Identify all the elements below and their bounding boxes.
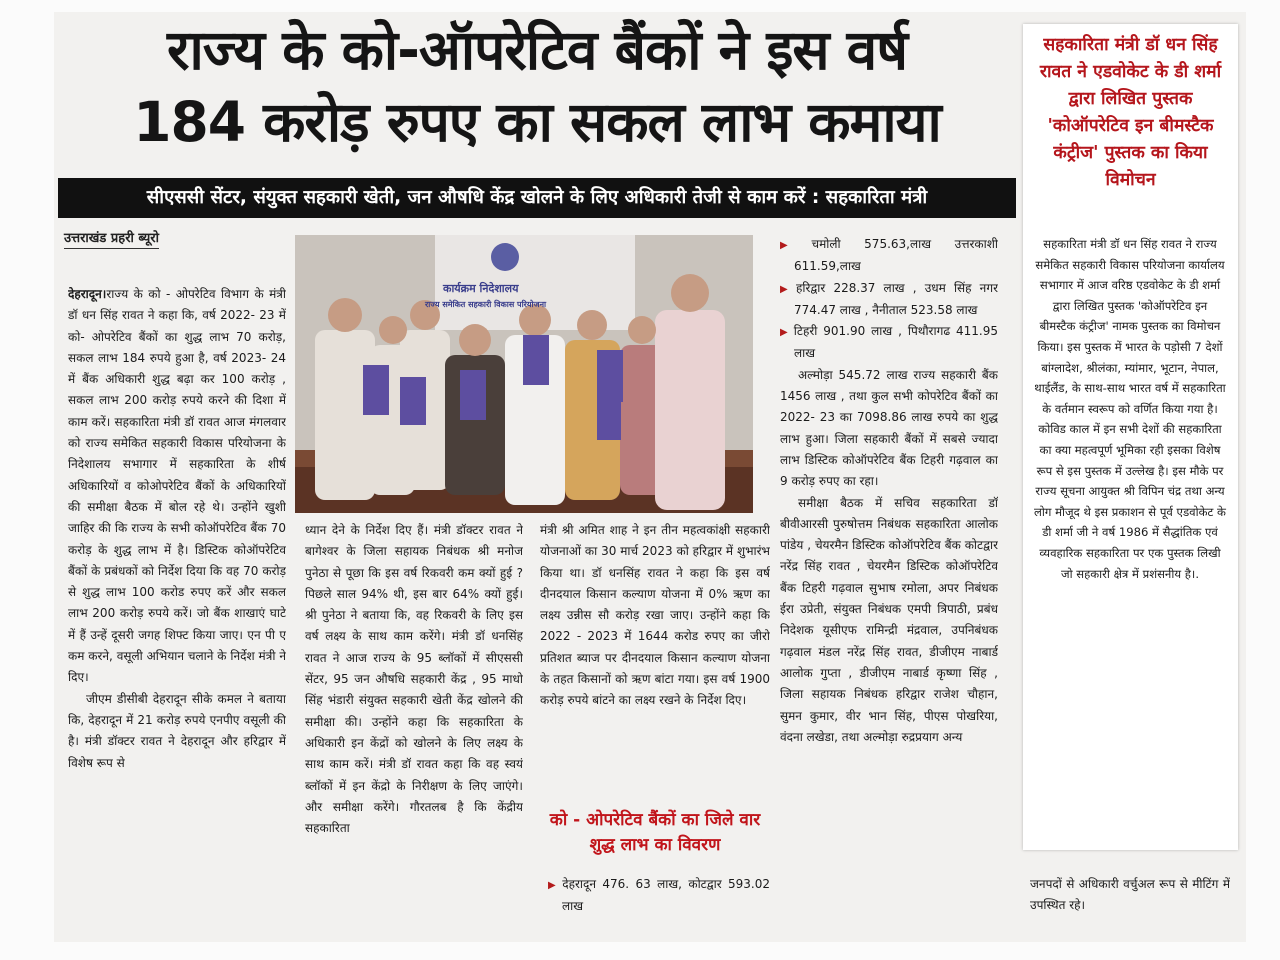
district-bullet: [780, 321, 998, 365]
column-2-text: ध्यान देने के निर्देश दिए हैं। मंत्री डॉक्टर रावत ने बागेश्वर के जिला सहायक निबंधक श्री मनोज पुनेठा से पूछा कि इस वर्ष रिकवरी कम क्यों हुई ? पिछले साल 94% थी, इस बार 64% क्यों हुई। श्री पुनेठा ने बताया कि, वह रिकवरी के लिए इस वर्ष लक्ष्य के साथ काम करेंगे। मंत्री डॉ धनसिंह रावत ने आज राज्य के 95 ब्लॉकों में सीएससी सेंटर, 95 जन औषधि सहकारी केंद्र , 95 माधो सिंह भंडारी संयुक्त सहकारी खेती केंद्र खोलने की समीक्षा की। उन्होंने कहा कि सहकारिता के अधिकारी इन केंद्रों को खोलने के लिए लक्ष्य के साथ काम करें। मंत्री डॉ रावत कहा कि वह स्वयं ब्लॉकों में इन केंद्रो के निरीक्षण के लिए जाएंगे। और समीक्षा करेंगे। गौरतलब है कि केंद्रीय सहकारिता: [305, 523, 523, 836]
district-bullet: [780, 278, 998, 322]
column-4-text: अल्मोड़ा 545.72 लाख राज्य सहकारी बैंक 1456 लाख , तथा कुल सभी कोपरेटिव बैंकों का 2022- 23 का 7098.86 लाख रुपये का शुद्ध लाभ हुआ। जिला सहकारी बैंकों में सबसे ज्यादा लाभ डिस्टिक कोऑपरेटिव बैंक टिहरी गढ़वाल का 9 करोड़ रुपए का रहा।: [780, 367, 998, 489]
book-release-title: सहकारिता मंत्री डॉ धन सिंह रावत ने एडवोकेट के डी शर्मा द्वारा लिखित पुस्तक 'कोऑपरेटिव इन बीमस्टैक कंट्रीज' पुस्तक का किया विमोचन: [1039, 35, 1222, 190]
column-5-text: जनपदों से अधिकारी वर्चुअल रूप से मीटिंग में उपस्थित रहे।: [1030, 877, 1230, 913]
triangle-bullet-icon: ▶: [780, 283, 793, 295]
article-column-5: [1030, 874, 1230, 924]
triangle-bullet-icon: ▶: [780, 240, 808, 251]
district-bullet: [548, 874, 770, 918]
district-bullet-text: हरिद्वार 228.37 लाख , उधम सिंह नगर 774.47 लाख , नैनीताल 523.58 लाख: [794, 280, 998, 317]
article-column-4: [780, 234, 998, 924]
article-column-2: [305, 520, 523, 910]
byline: उत्तराखंड प्रहरी ब्यूरो: [64, 228, 159, 249]
subheadline-bar: सीएससी सेंटर, संयुक्त सहकारी खेती, जन औषधि केंद्र खोलने के लिए अधिकारी तेजी से काम करें : सहकारिता मंत्री: [58, 178, 1016, 218]
triangle-bullet-icon: ▶: [548, 880, 559, 891]
headline-line-1: राज्य के को-ऑपरेटिव बैंकों ने इस वर्ष: [166, 18, 908, 82]
column-1-text: राज्य के को - ओपरेटिव विभाग के मंत्री डॉ धन सिंह रावत ने कहा कि, वर्ष 2022- 23 में को- ओपरेटिव बैंकों का शुद्ध लाभ 70 करोड़, सकल लाभ 184 रुपये हुआ है, वर्ष 2023- 24 में बैंक अधिकारी शुद्ध बढ़ा कर 100 करोड़ , सकल लाभ 200 करोड़ रुपये करने की दिशा में काम करें। सहकारिता मंत्री डॉ रावत आज मंगलवार को राज्य समेकित सहकारी विकास परियोजना के निदेशालय सभागार में सहकारिता के शीर्ष अधिकारियों व कोओपरेटिव बैंकों के अधिकारियों की समीक्षा बैठक में बोल रहे थे। उन्होंने खुशी जाहिर की कि राज्य के सभी कोऑपरेटिव बैंक 70 करोड़ के शुद्ध लाभ में है। डिस्टिक कोऑपरेटिव बैंकों के प्रबंधकों को निर्देश दिया कि वह 70 करोड़ से शुद्ध लाभ 100 करोड रुपए करें और सकल लाभ 200 करोड़ रुपये करें। जो बैंक शाखाएं घाटे में हैं उन्हें दूसरी जगह शिफ्ट किया जाए। एन पी ए कम करने, वसूली अभियान चलाने के निर्देश मंत्री ने दिए।: [68, 287, 286, 685]
photo-banner-text: कार्यक्रम निदेशालय: [443, 282, 519, 295]
photo-illustration: [295, 235, 753, 513]
column-1-text-2: जीएम डीसीबी देहरादून सीके कमल ने बताया कि, देहरादून में 21 करोड़ रुपये एनपीए वसूली की है। मंत्री डॉक्टर रावत ने देहरादून और हरिद्वार में विशेष रूप से: [68, 691, 286, 770]
article-column-3-list: [548, 874, 770, 920]
district-bullet-text: टिहरी 901.90 लाख , पिथौरागढ 411.95 लाख: [793, 324, 998, 361]
triangle-bullet-icon: ▶: [780, 327, 790, 339]
news-photo: [295, 235, 753, 513]
column-1-paragraph: [68, 284, 286, 689]
article-column-1: [68, 284, 286, 904]
article-column-3: [540, 520, 770, 805]
headline-line-2: 184 करोड़ रुपए का सकल लाभ कमाया: [133, 90, 941, 154]
column-4-text-2: समीक्षा बैठक में सचिव सहकारिता डॉ बीवीआरसी पुरुषोत्तम निबंधक सहकारिता आलोक पांडेय , चेयरमैन डिस्टिक कोऑपरेटिव बैंक कोटद्वार नरेंद्र सिंह रावत , चेयरमैन डिस्टिक कोऑपरेटिव बैंक टिहरी गढ़वाल सुभाष रमोला, अपर निबंधक ईरा उप्रेती, संयुक्त निबंधक एमपी त्रिपाठी, प्रबंध निदेशक यूसीएफ रामिन्द्री मंद्रवाल, उपनिबंधक गढ़वाल मंडल नरेंद्र सिंह रावत, डीजीएम नाबार्ड आलोक गुप्ता , डीजीएम नाबार्ड कृष्णा सिंह , जिला सहायक निबंधक हरिद्वार राजेश चौहान, सुमन कुमार, वीर भान सिंह, पीएस पोखरिया, वंदना लखेडा, तथा अल्मोड़ा रुद्रप्रयाग अन्य: [780, 495, 998, 744]
book-release-text: सहकारिता मंत्री डॉ धन सिंह रावत ने राज्य समेकित सहकारी विकास परियोजना कार्यालय सभागार में आज वरिष्ठ एडवोकेट के डी शर्मा द्वारा लिखित पुस्तक 'कोऑपरेटिव इन बीमस्टैक कंट्रीज' नामक पुस्तक का विमोचन किया। इस पुस्तक में भारत के पड़ोसी 7 देशों बांग्लादेश, श्रीलंका, म्यांमार, भूटान, नेपाल, थाईलैंड, के साथ-साथ भारत वर्ष में सहकारिता के वर्तमान स्वरूप को वर्णित किया गया है। कोविड काल में इन सभी देशों की सहकारिता का क्या महत्वपूर्ण भूमिका रही इसका विशेष रूप से इस पुस्तक में उल्लेख है। इस मौके पर राज्य सूचना आयुक्त श्री विपिन चंद्र तथा अन्य लोग मौजूद थे इस प्रकाशन से पूर्व एडवोकेट के डी शर्मा जी ने वर्ष 1986 में सैद्धांतिक एवं व्यवहारिक सहकारिता पर एक पुस्तक लिखी जो सहकारी क्षेत्र में प्रशंसनीय है।.: [1034, 237, 1226, 581]
district-profit-heading: को - ओपरेटिव बैंकों का जिले वार शुद्ध लाभ का विवरण: [549, 810, 761, 855]
district-bullet-text: देहरादून 476. 63 लाख, कोटद्वार 593.02 लाख: [562, 877, 770, 914]
district-bullet: [780, 234, 998, 278]
photo-banner-subtext: राज्य समेकित सहकारी विकास परियोजना: [425, 300, 547, 309]
headline: [62, 14, 1012, 158]
dateline: देहरादून।: [68, 287, 107, 301]
district-bullet-text: चमोली 575.63,लाख उत्तरकाशी 611.59,लाख: [794, 237, 998, 274]
column-3-text: मंत्री श्री अमित शाह ने इन तीन महत्वकांक्षी सहकारी योजनाओं का 30 मार्च 2023 को हरिद्वार में शुभारंभ किया था। डॉ धनसिंह रावत ने कहा कि इस वर्ष दीनदयाल किसान कल्याण योजना में 0% ऋण का लक्ष्य उन्नीस सौ करोड़ रखा जाए। उन्होंने कहा कि 2022 - 2023 में 1644 करोड रुपए का जीरो प्रतिशत ब्याज पर दीनदयाल किसान कल्याण योजना के तहत किसानों को ऋण बांटा गया। इस वर्ष 1900 करोड़ रुपये बांटने का लक्ष्य रखने के निर्देश दिए।: [540, 523, 770, 708]
